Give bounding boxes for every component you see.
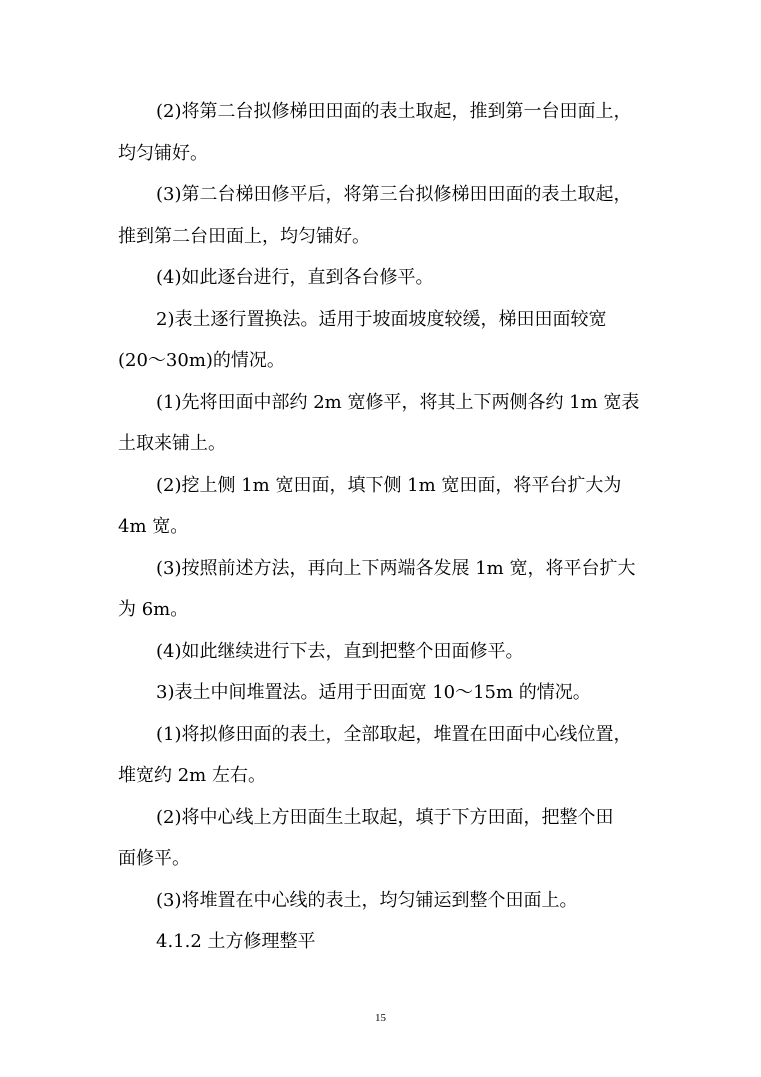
paragraph-line: 推到第二台田面上，均匀铺好。	[118, 225, 370, 247]
paragraph-line: (4)如此逐台进行，直到各台修平。	[156, 267, 434, 288]
paragraph-line: (1)将拟修田面的表土，全部取起，堆置在田面中心线位置，	[156, 723, 632, 745]
paragraph-line: (2)挖上侧 1m 宽田面，填下侧 1m 宽田面，将平台扩大为	[156, 474, 622, 496]
paragraph-line: 堆宽约 2m 左右。	[118, 765, 266, 786]
paragraph-line: (3)将堆置在中心线的表土，均匀铺运到整个田面上。	[156, 889, 578, 911]
paragraph-line: 为 6m。	[118, 599, 189, 620]
paragraph-line: 4m 宽。	[118, 516, 189, 537]
paragraph-line: 土取来铺上。	[118, 433, 226, 454]
paragraph-line: (4)如此继续进行下去，直到把整个田面修平。	[156, 640, 524, 662]
paragraph-line: 面修平。	[118, 848, 190, 869]
body-text	[118, 91, 648, 963]
paragraph-line: (3)第二台梯田修平后，将第三台拟修梯田田面的表土取起，	[156, 184, 632, 205]
paragraph-line: (2)将中心线上方田面生土取起，填于下方田面，把整个田	[156, 806, 614, 828]
paragraph-line: (2)将第二台拟修梯田田面的表土取起，推到第一台田面上，	[156, 101, 632, 122]
paragraph-line: (1)先将田面中部约 2m 宽修平，将其上下两侧各约 1m 宽表	[156, 391, 640, 413]
paragraph-line: 3)表土中间堆置法。适用于田面宽 10～15m 的情况。	[156, 682, 591, 703]
paragraph-line: (3)按照前述方法，再向上下两端各发展 1m 宽，将平台扩大	[156, 557, 636, 579]
paragraph-line: 2)表土逐行置换法。适用于坡面坡度较缓，梯田田面较宽	[156, 308, 607, 330]
page-number: 15	[375, 1012, 386, 1024]
paragraph-line: 均匀铺好。	[118, 142, 208, 164]
section-heading: 4.1.2 土方修理整平	[156, 931, 316, 952]
paragraph-line: (20～30m)的情况。	[118, 350, 285, 371]
